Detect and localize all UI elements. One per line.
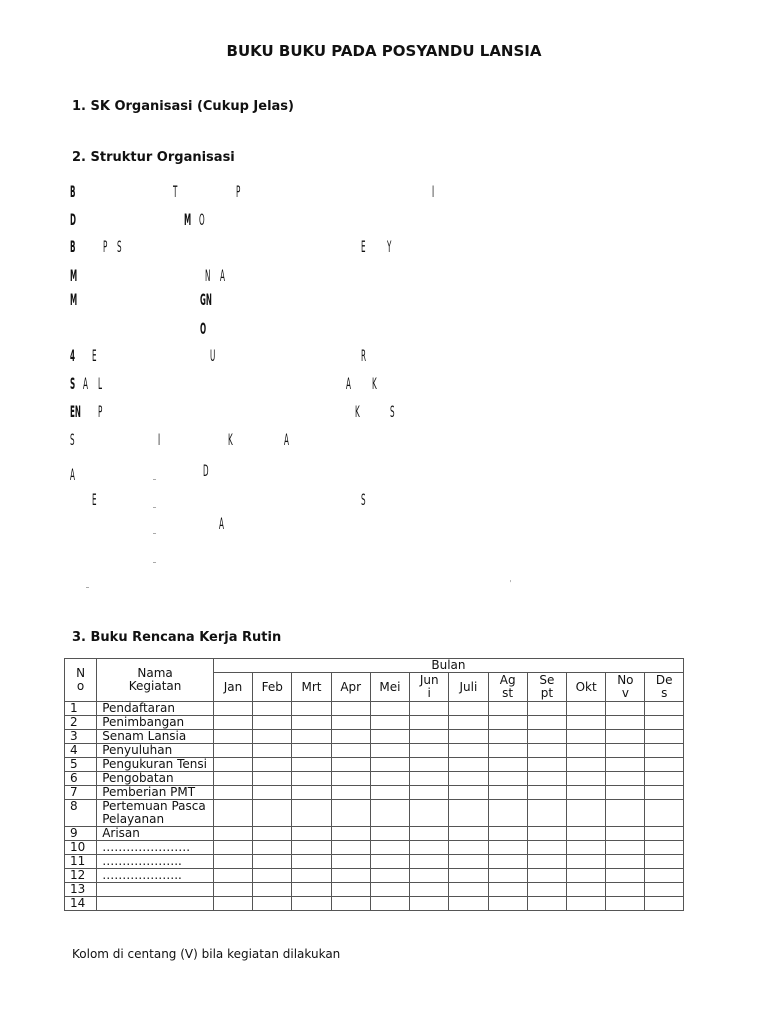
- org-fragment: K: [228, 430, 233, 449]
- org-fragment: K: [355, 402, 360, 421]
- org-fragment: ': [510, 579, 511, 588]
- month-check-cell[interactable]: [488, 841, 527, 855]
- org-fragment: E: [92, 490, 97, 509]
- month-check-cell[interactable]: [370, 758, 409, 772]
- row-number: 8: [65, 800, 97, 827]
- row-kegiatan: Penimbangan: [97, 716, 214, 730]
- month-check-cell[interactable]: [449, 800, 488, 827]
- month-check-cell[interactable]: [567, 758, 606, 772]
- month-check-cell[interactable]: [292, 730, 331, 744]
- month-check-cell[interactable]: [331, 897, 370, 911]
- month-check-cell[interactable]: [410, 772, 449, 786]
- month-check-cell[interactable]: [567, 786, 606, 800]
- month-check-cell[interactable]: [331, 786, 370, 800]
- month-check-cell[interactable]: [410, 702, 449, 716]
- month-check-cell[interactable]: [527, 883, 566, 897]
- row-kegiatan: Pengukuran Tensi: [97, 758, 214, 772]
- org-fragment: D: [70, 210, 76, 229]
- org-fragment: U: [210, 346, 216, 365]
- month-check-cell[interactable]: [449, 730, 488, 744]
- month-check-cell[interactable]: [606, 744, 645, 758]
- month-check-cell[interactable]: [645, 744, 684, 758]
- month-check-cell[interactable]: [488, 869, 527, 883]
- month-check-cell[interactable]: [567, 772, 606, 786]
- month-check-cell[interactable]: [253, 883, 292, 897]
- month-check-cell[interactable]: [253, 800, 292, 827]
- row-number: 12: [65, 869, 97, 883]
- month-check-cell[interactable]: [213, 730, 252, 744]
- month-check-cell[interactable]: [567, 841, 606, 855]
- section-heading-sk-organisasi: 1. SK Organisasi (Cukup Jelas): [72, 99, 294, 114]
- month-check-cell[interactable]: [410, 883, 449, 897]
- month-check-cell[interactable]: [567, 827, 606, 841]
- month-check-cell[interactable]: [292, 855, 331, 869]
- month-check-cell[interactable]: [527, 716, 566, 730]
- month-header: Okt: [567, 673, 606, 702]
- month-check-cell[interactable]: [410, 855, 449, 869]
- month-check-cell[interactable]: [370, 897, 409, 911]
- month-check-cell[interactable]: [527, 897, 566, 911]
- month-check-cell[interactable]: [567, 883, 606, 897]
- month-check-cell[interactable]: [292, 772, 331, 786]
- month-check-cell[interactable]: [292, 716, 331, 730]
- table-row: [65, 716, 684, 730]
- org-fragment: A: [284, 430, 289, 449]
- row-number: 11: [65, 855, 97, 869]
- month-check-cell[interactable]: [253, 897, 292, 911]
- header-kegiatan: Nama Kegiatan: [97, 659, 214, 702]
- month-check-cell[interactable]: [331, 883, 370, 897]
- month-check-cell[interactable]: [253, 702, 292, 716]
- month-check-cell[interactable]: [410, 897, 449, 911]
- table-row: [65, 855, 684, 869]
- month-check-cell[interactable]: [331, 744, 370, 758]
- work-plan-body: [65, 702, 684, 911]
- month-check-cell[interactable]: [527, 702, 566, 716]
- month-check-cell[interactable]: [645, 897, 684, 911]
- month-check-cell[interactable]: [253, 841, 292, 855]
- org-fragment: A: [83, 374, 88, 393]
- month-check-cell[interactable]: [331, 855, 370, 869]
- month-check-cell[interactable]: [253, 869, 292, 883]
- month-check-cell[interactable]: [331, 800, 370, 827]
- month-check-cell[interactable]: [410, 800, 449, 827]
- org-fragment: ...: [153, 556, 157, 565]
- month-check-cell[interactable]: [488, 897, 527, 911]
- month-check-cell[interactable]: [213, 786, 252, 800]
- month-check-cell[interactable]: [567, 897, 606, 911]
- month-check-cell[interactable]: [527, 841, 566, 855]
- org-fragment: O: [199, 210, 205, 229]
- month-check-cell[interactable]: [213, 702, 252, 716]
- month-check-cell[interactable]: [567, 855, 606, 869]
- month-check-cell[interactable]: [449, 772, 488, 786]
- month-check-cell[interactable]: [449, 855, 488, 869]
- month-check-cell[interactable]: [527, 786, 566, 800]
- table-footnote: Kolom di centang (V) bila kegiatan dilakukan: [72, 947, 341, 961]
- month-check-cell[interactable]: [213, 855, 252, 869]
- org-fragment: O: [200, 319, 207, 338]
- month-header: Feb: [253, 673, 292, 702]
- org-fragment: L: [98, 374, 103, 393]
- month-check-cell[interactable]: [331, 827, 370, 841]
- month-check-cell[interactable]: [645, 716, 684, 730]
- month-check-cell[interactable]: [449, 897, 488, 911]
- month-check-cell[interactable]: [488, 702, 527, 716]
- org-fragment: A: [346, 374, 351, 393]
- month-header: Juli: [449, 673, 488, 702]
- month-check-cell[interactable]: [645, 786, 684, 800]
- month-check-cell[interactable]: [292, 744, 331, 758]
- month-check-cell[interactable]: [370, 883, 409, 897]
- org-fragment: K: [372, 374, 377, 393]
- month-check-cell[interactable]: [292, 883, 331, 897]
- month-check-cell[interactable]: [370, 855, 409, 869]
- month-check-cell[interactable]: [253, 758, 292, 772]
- org-fragment: T: [173, 182, 178, 201]
- month-header: De s: [645, 673, 684, 702]
- row-number: 2: [65, 716, 97, 730]
- month-check-cell[interactable]: [370, 827, 409, 841]
- month-check-cell[interactable]: [331, 730, 370, 744]
- month-check-cell[interactable]: [488, 716, 527, 730]
- header-no: N o: [65, 659, 97, 702]
- org-fragment: E: [361, 237, 366, 256]
- org-fragment: M: [70, 290, 78, 309]
- month-check-cell[interactable]: [527, 730, 566, 744]
- month-check-cell[interactable]: [253, 855, 292, 869]
- month-check-cell[interactable]: [606, 800, 645, 827]
- month-check-cell[interactable]: [488, 883, 527, 897]
- row-number: 5: [65, 758, 97, 772]
- row-kegiatan: Pengobatan: [97, 772, 214, 786]
- month-check-cell[interactable]: [606, 883, 645, 897]
- row-kegiatan: [97, 883, 214, 897]
- org-fragment: A: [70, 465, 75, 484]
- month-check-cell[interactable]: [253, 730, 292, 744]
- month-check-cell[interactable]: [645, 758, 684, 772]
- month-check-cell[interactable]: [645, 841, 684, 855]
- row-kegiatan: [97, 897, 214, 911]
- month-check-cell[interactable]: [331, 772, 370, 786]
- month-check-cell[interactable]: [213, 841, 252, 855]
- month-check-cell[interactable]: [449, 841, 488, 855]
- row-number: 7: [65, 786, 97, 800]
- row-number: 1: [65, 702, 97, 716]
- month-check-cell[interactable]: [253, 772, 292, 786]
- month-check-cell[interactable]: [606, 758, 645, 772]
- month-check-cell[interactable]: [527, 744, 566, 758]
- document-title: BUKU BUKU PADA POSYANDU LANSIA: [226, 42, 542, 60]
- row-number: 9: [65, 827, 97, 841]
- month-check-cell[interactable]: [213, 827, 252, 841]
- month-check-cell[interactable]: [606, 869, 645, 883]
- month-check-cell[interactable]: [213, 758, 252, 772]
- month-check-cell[interactable]: [527, 855, 566, 869]
- month-header: Ag st: [488, 673, 527, 702]
- month-check-cell[interactable]: [253, 786, 292, 800]
- month-check-cell[interactable]: [606, 730, 645, 744]
- month-check-cell[interactable]: [253, 744, 292, 758]
- table-row: [65, 897, 684, 911]
- table-row: [65, 744, 684, 758]
- month-check-cell[interactable]: [527, 869, 566, 883]
- month-check-cell[interactable]: [606, 772, 645, 786]
- table-row: [65, 827, 684, 841]
- table-row: [65, 883, 684, 897]
- org-fragment: A: [219, 514, 224, 533]
- row-number: 13: [65, 883, 97, 897]
- row-number: 10: [65, 841, 97, 855]
- org-fragment: B: [70, 182, 76, 201]
- org-fragment: I: [158, 430, 161, 449]
- month-check-cell[interactable]: [488, 855, 527, 869]
- row-number: 4: [65, 744, 97, 758]
- month-check-cell[interactable]: [645, 730, 684, 744]
- month-check-cell[interactable]: [645, 800, 684, 827]
- month-check-cell[interactable]: [213, 883, 252, 897]
- header-bulan: Bulan: [213, 659, 683, 673]
- month-check-cell[interactable]: [331, 841, 370, 855]
- month-check-cell[interactable]: [449, 786, 488, 800]
- month-check-cell[interactable]: [292, 869, 331, 883]
- org-fragment: P: [98, 402, 103, 421]
- row-kegiatan: Pertemuan Pasca Pelayanan: [97, 800, 214, 827]
- month-check-cell[interactable]: [331, 869, 370, 883]
- month-check-cell[interactable]: [488, 758, 527, 772]
- month-check-cell[interactable]: [410, 827, 449, 841]
- month-check-cell[interactable]: [645, 702, 684, 716]
- org-fragment: N: [205, 266, 211, 285]
- table-row: [65, 730, 684, 744]
- month-check-cell[interactable]: [645, 772, 684, 786]
- row-number: 6: [65, 772, 97, 786]
- org-fragment: P: [236, 182, 241, 201]
- month-check-cell[interactable]: [488, 827, 527, 841]
- org-fragment: S: [117, 237, 122, 256]
- month-check-cell[interactable]: [606, 786, 645, 800]
- month-check-cell[interactable]: [567, 730, 606, 744]
- month-check-cell[interactable]: [331, 716, 370, 730]
- table-row: [65, 772, 684, 786]
- month-check-cell[interactable]: [606, 716, 645, 730]
- month-check-cell[interactable]: [213, 716, 252, 730]
- org-fragment: P: [103, 237, 108, 256]
- month-check-cell[interactable]: [410, 841, 449, 855]
- work-plan-table: [64, 658, 684, 911]
- month-check-cell[interactable]: [213, 897, 252, 911]
- month-check-cell[interactable]: [410, 730, 449, 744]
- month-check-cell[interactable]: [449, 744, 488, 758]
- month-check-cell[interactable]: [606, 897, 645, 911]
- org-fragment: S: [70, 430, 75, 449]
- row-kegiatan: ………………..: [97, 869, 214, 883]
- month-check-cell[interactable]: [292, 702, 331, 716]
- month-check-cell[interactable]: [410, 758, 449, 772]
- org-fragment: ...: [86, 581, 90, 590]
- month-check-cell[interactable]: [213, 800, 252, 827]
- month-check-cell[interactable]: [488, 772, 527, 786]
- month-check-cell[interactable]: [606, 841, 645, 855]
- month-check-cell[interactable]: [567, 716, 606, 730]
- org-fragment: B: [70, 237, 76, 256]
- table-row: [65, 702, 684, 716]
- month-check-cell[interactable]: [488, 800, 527, 827]
- org-fragment: M: [184, 210, 192, 229]
- row-number: 3: [65, 730, 97, 744]
- month-check-cell[interactable]: [410, 786, 449, 800]
- org-fragment: M: [70, 266, 78, 285]
- row-kegiatan: Arisan: [97, 827, 214, 841]
- month-check-cell[interactable]: [606, 855, 645, 869]
- month-check-cell[interactable]: [527, 772, 566, 786]
- table-row: [65, 869, 684, 883]
- row-kegiatan: Pendaftaran: [97, 702, 214, 716]
- month-check-cell[interactable]: [645, 827, 684, 841]
- org-fragment: ...: [153, 527, 157, 536]
- org-fragment: ...: [153, 501, 157, 510]
- month-check-cell[interactable]: [567, 800, 606, 827]
- row-kegiatan: Pemberian PMT: [97, 786, 214, 800]
- month-check-cell[interactable]: [449, 716, 488, 730]
- section-heading-struktur-organisasi: 2. Struktur Organisasi: [72, 150, 235, 165]
- month-check-cell[interactable]: [370, 841, 409, 855]
- table-row: [65, 800, 684, 827]
- month-check-cell[interactable]: [253, 827, 292, 841]
- month-check-cell[interactable]: [370, 772, 409, 786]
- month-check-cell[interactable]: [253, 716, 292, 730]
- month-check-cell[interactable]: [645, 855, 684, 869]
- month-header: Apr: [331, 673, 370, 702]
- month-check-cell[interactable]: [292, 800, 331, 827]
- org-fragment: A: [220, 266, 225, 285]
- row-kegiatan: Senam Lansia: [97, 730, 214, 744]
- org-fragment: Y: [387, 237, 392, 256]
- month-check-cell[interactable]: [213, 869, 252, 883]
- month-check-cell[interactable]: [370, 730, 409, 744]
- month-check-cell[interactable]: [527, 800, 566, 827]
- month-check-cell[interactable]: [449, 869, 488, 883]
- month-check-cell[interactable]: [370, 800, 409, 827]
- month-check-cell[interactable]: [370, 716, 409, 730]
- org-fragment: I: [432, 182, 435, 201]
- month-check-cell[interactable]: [370, 869, 409, 883]
- row-kegiatan: ………………..: [97, 855, 214, 869]
- month-check-cell[interactable]: [292, 758, 331, 772]
- month-check-cell[interactable]: [645, 869, 684, 883]
- org-fragment: S: [390, 402, 395, 421]
- row-number: 14: [65, 897, 97, 911]
- month-check-cell[interactable]: [527, 758, 566, 772]
- month-check-cell[interactable]: [292, 827, 331, 841]
- org-fragment: GN: [200, 290, 212, 309]
- month-header: Jan: [213, 673, 252, 702]
- org-fragment: S: [70, 374, 76, 393]
- row-kegiatan: ………………….: [97, 841, 214, 855]
- month-check-cell[interactable]: [370, 744, 409, 758]
- month-header: No v: [606, 673, 645, 702]
- month-check-cell[interactable]: [449, 758, 488, 772]
- org-fragment: 4: [70, 346, 76, 365]
- month-check-cell[interactable]: [370, 786, 409, 800]
- month-check-cell[interactable]: [292, 897, 331, 911]
- month-header: Jun i: [410, 673, 449, 702]
- month-check-cell[interactable]: [606, 827, 645, 841]
- month-check-cell[interactable]: [292, 786, 331, 800]
- month-check-cell[interactable]: [410, 744, 449, 758]
- month-check-cell[interactable]: [331, 758, 370, 772]
- month-check-cell[interactable]: [488, 786, 527, 800]
- org-fragment: EN: [70, 402, 81, 421]
- table-row: [65, 786, 684, 800]
- month-check-cell[interactable]: [645, 883, 684, 897]
- month-check-cell[interactable]: [331, 702, 370, 716]
- month-header: Se pt: [527, 673, 566, 702]
- month-check-cell[interactable]: [410, 716, 449, 730]
- month-check-cell[interactable]: [488, 744, 527, 758]
- month-check-cell[interactable]: [449, 827, 488, 841]
- month-check-cell[interactable]: [567, 869, 606, 883]
- month-check-cell[interactable]: [213, 772, 252, 786]
- org-fragment: D: [203, 461, 209, 480]
- month-check-cell[interactable]: [370, 702, 409, 716]
- month-header: Mei: [370, 673, 409, 702]
- org-fragment: ...: [153, 473, 157, 482]
- row-kegiatan: Penyuluhan: [97, 744, 214, 758]
- month-check-cell[interactable]: [527, 827, 566, 841]
- month-check-cell[interactable]: [213, 744, 252, 758]
- month-check-cell[interactable]: [410, 869, 449, 883]
- month-check-cell[interactable]: [488, 730, 527, 744]
- month-check-cell[interactable]: [567, 702, 606, 716]
- org-fragment: E: [92, 346, 97, 365]
- month-check-cell[interactable]: [292, 841, 331, 855]
- org-fragment: R: [361, 346, 366, 365]
- org-chart-garbled-text: [0, 180, 768, 600]
- section-heading-rencana-kerja: 3. Buku Rencana Kerja Rutin: [72, 630, 282, 645]
- month-check-cell[interactable]: [567, 744, 606, 758]
- month-check-cell[interactable]: [606, 702, 645, 716]
- month-check-cell[interactable]: [449, 702, 488, 716]
- table-row: [65, 758, 684, 772]
- month-header: Mrt: [292, 673, 331, 702]
- org-fragment: S: [361, 490, 366, 509]
- table-row: [65, 841, 684, 855]
- month-check-cell[interactable]: [449, 883, 488, 897]
